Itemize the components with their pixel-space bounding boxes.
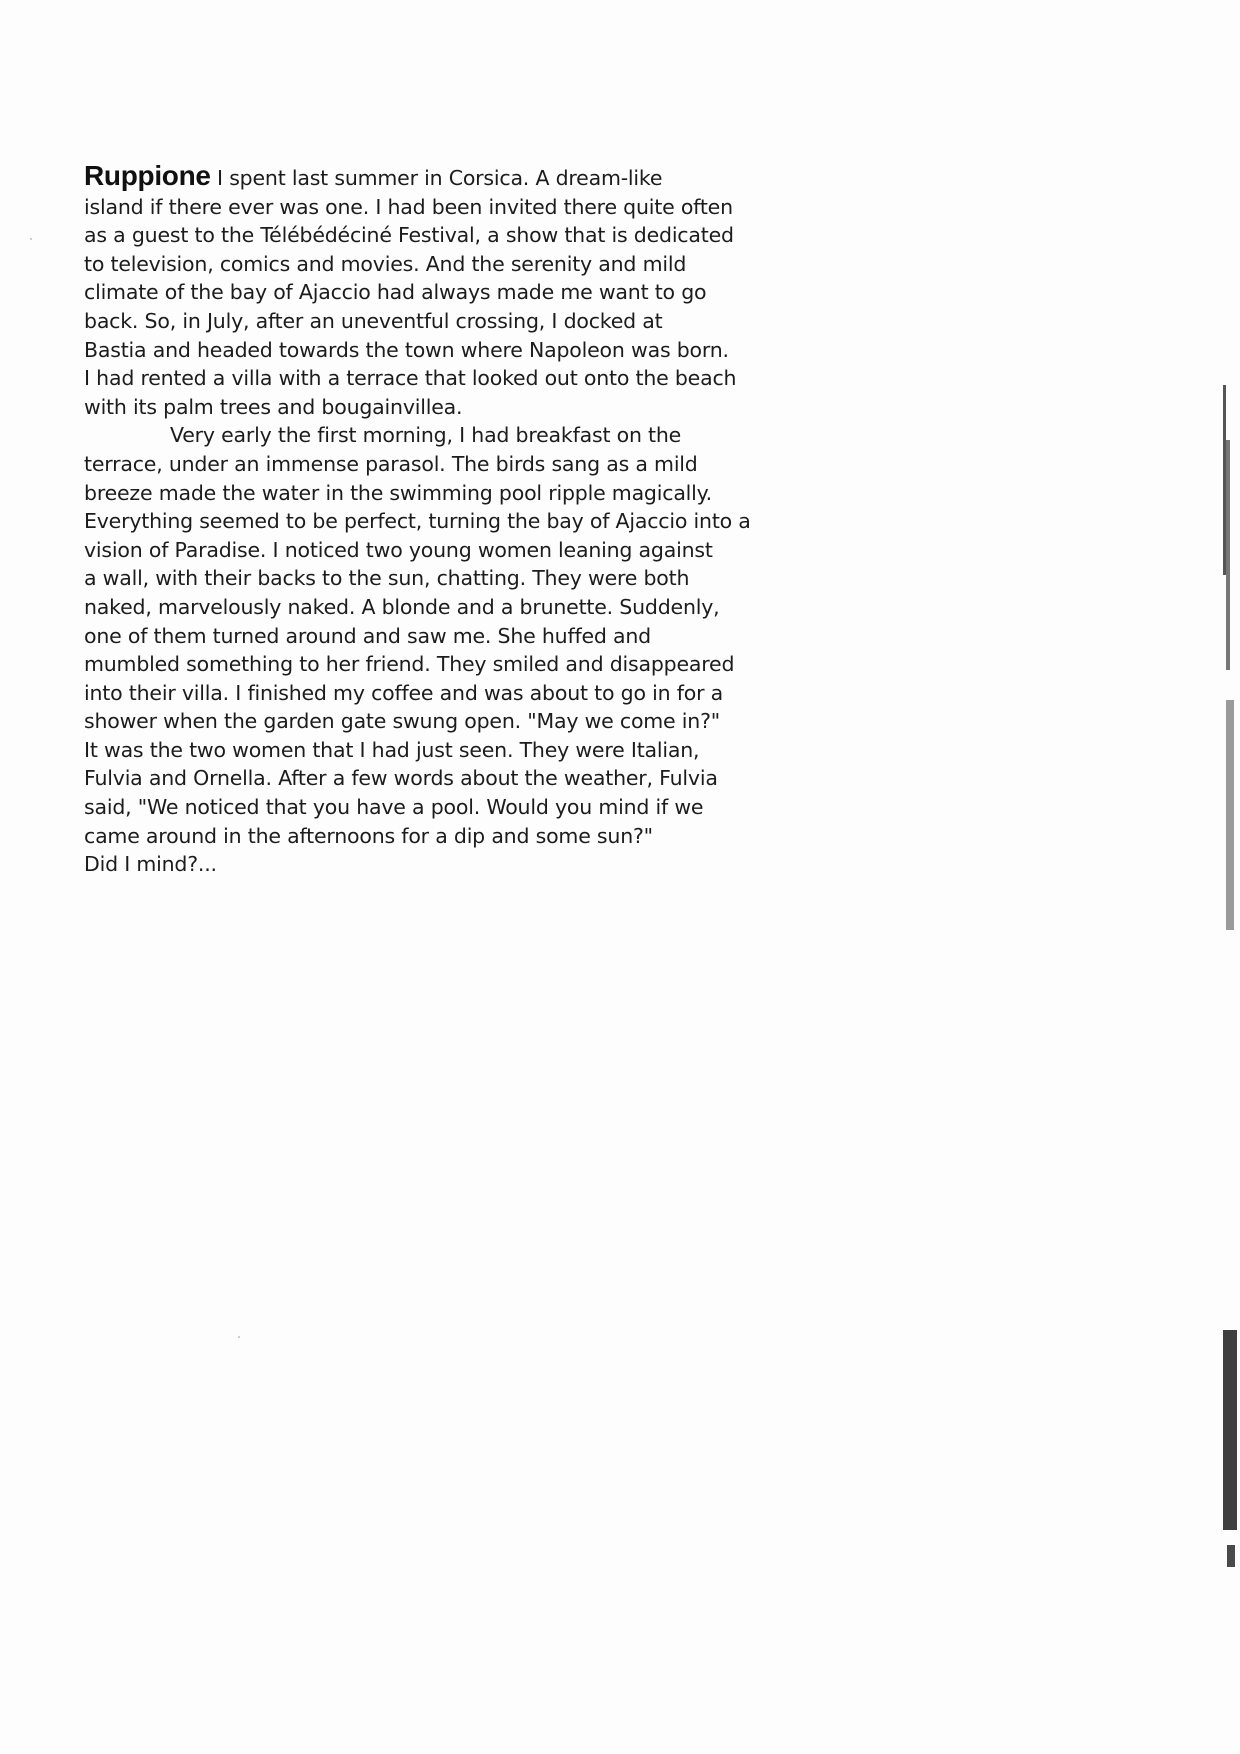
article-title: Ruppione (84, 160, 211, 191)
text-line: vision of Paradise. I noticed two young women leaning against (84, 537, 713, 562)
text-line: terrace, under an immense parasol. The birds sang as a mild (84, 451, 698, 476)
text-line: said, "We noticed that you have a pool. Would you mind if we (84, 795, 704, 820)
text-line: climate of the bay of Ajaccio had always made me want to go (84, 280, 707, 305)
text-line: naked, marvelously naked. A blonde and a brunette. Suddenly, (84, 594, 720, 619)
text-line: It was the two women that I had just seen. They were Italian, (84, 737, 700, 762)
text-line: into their villa. I finished my coffee and was about to go in for a (84, 680, 723, 705)
article-body (84, 160, 751, 879)
scan-edge-mark (1226, 440, 1230, 670)
text-line: I had rented a villa with a terrace that looked out onto the beach (84, 366, 737, 391)
text-line: a wall, with their backs to the sun, chatting. They were both (84, 566, 690, 591)
text-line: mumbled something to her friend. They smiled and disappeared (84, 652, 735, 677)
scan-edge-artifact (1220, 0, 1240, 1754)
scan-edge-mark (1227, 1545, 1235, 1567)
text-line: island if there ever was one. I had been invited there quite often (84, 194, 733, 219)
article-first-line-text: I spent last summer in Corsica. A dream-like (217, 166, 663, 190)
scan-speck (30, 238, 32, 240)
scan-edge-mark (1223, 1330, 1237, 1530)
text-line: with its palm trees and bougainvillea. (84, 394, 463, 419)
text-line: one of them turned around and saw me. She huffed and (84, 623, 651, 648)
text-line: Everything seemed to be perfect, turning the bay of Ajaccio into a (84, 509, 751, 534)
text-line: to television, comics and movies. And the serenity and mild (84, 251, 687, 276)
paragraph-start-line: Very early the first morning, I had breakfast on the (170, 423, 682, 448)
text-line: shower when the garden gate swung open. "May we come in?" (84, 709, 720, 734)
scan-speck (238, 1336, 240, 1338)
article-first-line (84, 162, 724, 193)
text-line: back. So, in July, after an uneventful crossing, I docked at (84, 308, 663, 333)
text-line: as a guest to the Télébédéciné Festival, a show that is dedicated (84, 223, 734, 248)
scan-edge-mark (1226, 700, 1234, 930)
text-line: Bastia and headed towards the town where Napoleon was born. (84, 337, 729, 362)
text-line: breeze made the water in the swimming pool ripple magically. (84, 480, 712, 505)
text-line: came around in the afternoons for a dip and some sun?" (84, 823, 653, 848)
text-line: Did I mind?... (84, 852, 217, 877)
text-line: Fulvia and Ornella. After a few words about the weather, Fulvia (84, 766, 718, 791)
